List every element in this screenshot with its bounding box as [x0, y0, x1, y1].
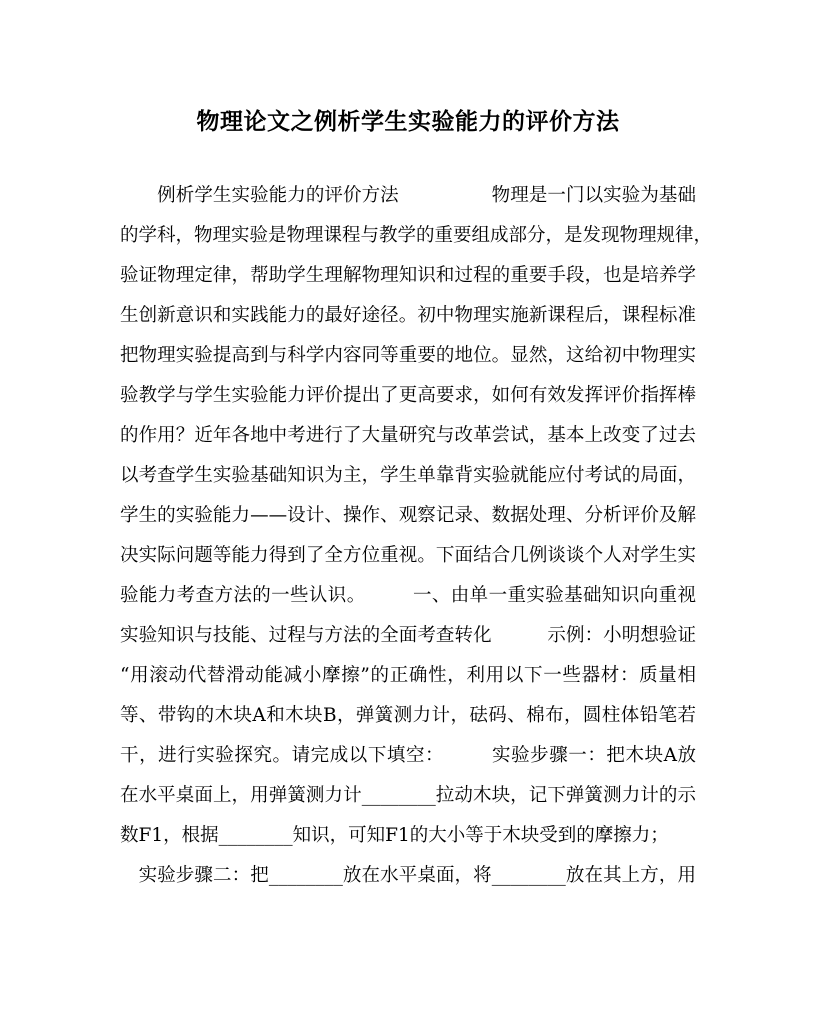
- body-line: 验教学与学生实验能力评价提出了更高要求，如何有效发挥评价指挥棒: [120, 385, 696, 406]
- document-body: [120, 176, 713, 896]
- body-line: 的学科，物理实验是物理课程与教学的重要组成部分，是发现物理规律，: [120, 225, 713, 246]
- body-line: 生创新意识和实践能力的最好途径。初中物理实施新课程后，课程标准: [120, 305, 696, 326]
- document-title: 物理论文之例析学生实验能力的评价方法: [196, 108, 620, 135]
- body-line: 以考查学生实验基础知识为主，学生单靠背实验就能应付考试的局面，: [120, 465, 696, 486]
- body-line: 验证物理定律，帮助学生理解物理知识和过程的重要手段，也是培养学: [120, 265, 696, 286]
- body-line: 实验知识与技能、过程与方法的全面考查转化 示例：小明想验证: [120, 625, 696, 646]
- body-line: 实验步骤二：把________放在水平桌面，将________放在其上方，用: [120, 865, 696, 886]
- body-line: “用滚动代替滑动能减小摩擦”的正确性，利用以下一些器材：质量相: [120, 665, 696, 686]
- body-line: 决实际问题等能力得到了全方位重视。下面结合几例谈谈个人对学生实: [120, 545, 696, 566]
- body-line: 的作用？近年各地中考进行了大量研究与改革尝试，基本上改变了过去: [120, 425, 696, 446]
- body-line: 干，进行实验探究。请完成以下填空： 实验步骤一：把木块A放: [120, 745, 696, 766]
- body-line: 数F1，根据________知识，可知F1的大小等于木块受到的摩擦力；: [120, 825, 669, 846]
- body-line: 把物理实验提高到与科学内容同等重要的地位。显然，这给初中物理实: [120, 345, 696, 366]
- body-line: 验能力考查方法的一些认识。 一、由单一重实验基础知识向重视: [120, 585, 696, 606]
- body-line: 在水平桌面上，用弹簧测力计________拉动木块，记下弹簧测力计的示: [120, 785, 696, 806]
- body-line: 学生的实验能力——设计、操作、观察记录、数据处理、分析评价及解: [120, 505, 696, 526]
- body-line: 等、带钩的木块A和木块B，弹簧测力计，砝码、棉布，圆柱体铅笔若: [120, 705, 696, 726]
- body-line: 例析学生实验能力的评价方法 物理是一门以实验为基础: [120, 185, 696, 206]
